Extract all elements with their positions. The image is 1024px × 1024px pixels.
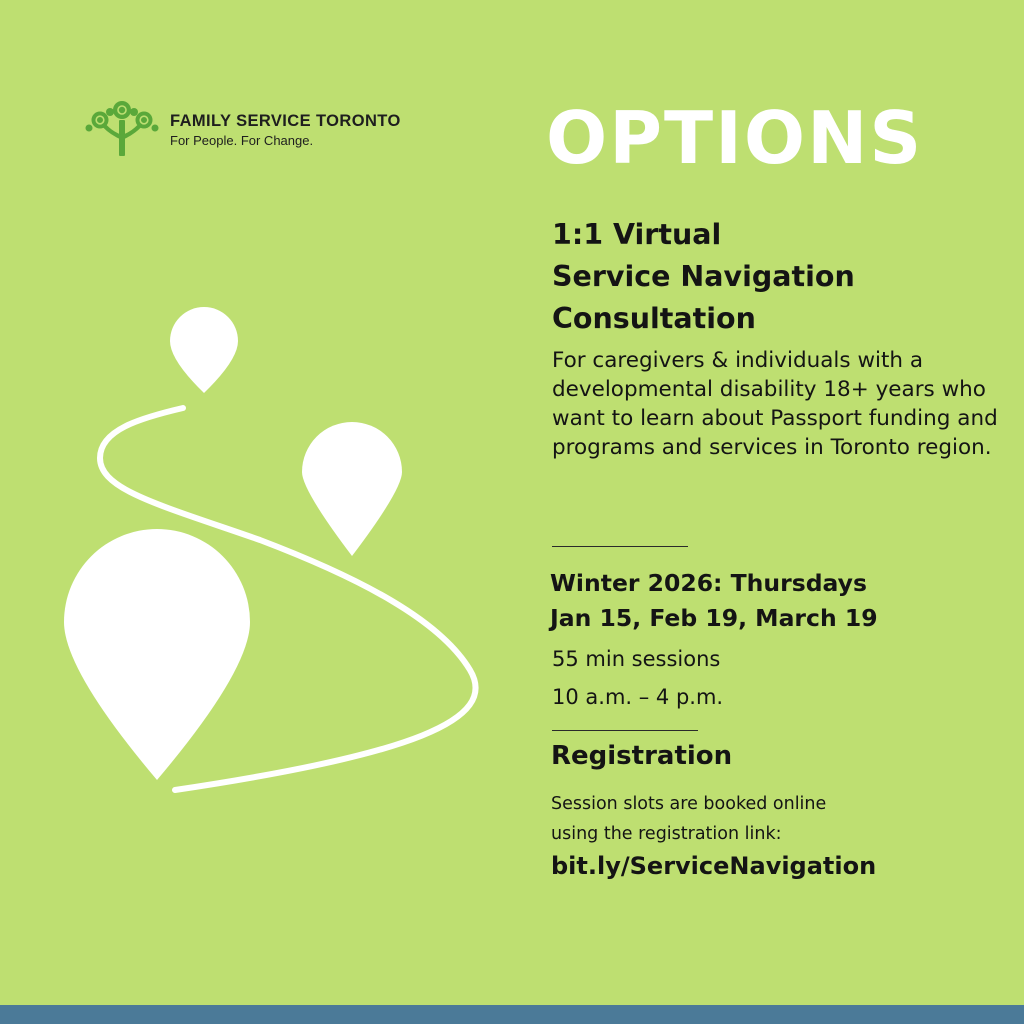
registration-line-2: using the registration link: (551, 824, 782, 844)
service-heading-line-2: Service Navigation (552, 260, 855, 293)
tree-logo-icon (84, 100, 160, 158)
schedule-dates: Jan 15, Feb 19, March 19 (550, 604, 878, 632)
registration-line-1: Session slots are booked online (551, 794, 827, 814)
service-heading-line-3: Consultation (552, 302, 756, 335)
session-duration: 55 min sessions (552, 647, 721, 671)
page-title: OPTIONS (546, 96, 924, 180)
bottom-bar (0, 1005, 1024, 1024)
service-heading-line-1: 1:1 Virtual (552, 218, 722, 251)
divider (552, 546, 688, 547)
organization-tagline: For People. For Change. (170, 133, 314, 148)
organization-name: FAMILY SERVICE TORONTO (170, 112, 401, 130)
schedule-season: Winter 2026: Thursdays (550, 569, 867, 597)
session-hours: 10 a.m. – 4 p.m. (552, 685, 724, 709)
large-pin-icon (64, 529, 250, 780)
service-description: For caregivers & individuals with a developmental disability 18+ years who want to learn about Passport funding and programs and services in Toronto region. (552, 348, 998, 460)
organization-logo (84, 100, 424, 160)
map-pins-path-illustration (0, 290, 520, 810)
service-heading (552, 214, 855, 340)
divider (552, 730, 698, 731)
registration-instructions (551, 789, 826, 849)
registration-link[interactable]: bit.ly/ServiceNavigation (551, 852, 877, 880)
medium-pin-icon (302, 422, 402, 556)
registration-heading: Registration (551, 741, 733, 771)
schedule-heading (550, 566, 878, 636)
small-pin-icon (170, 307, 238, 393)
